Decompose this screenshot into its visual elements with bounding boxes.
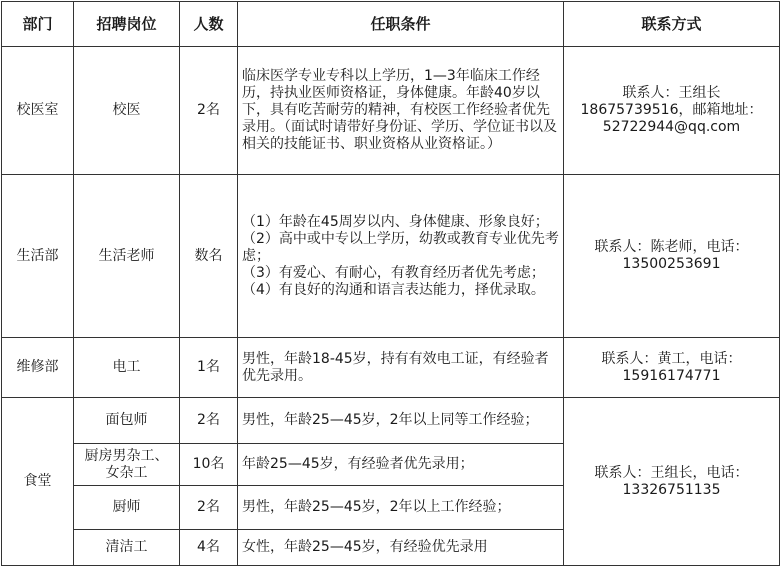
count-cell: 数名 [180, 175, 238, 338]
position-cell: 面包师 [74, 398, 180, 444]
requirement-item: （4）有良好的沟通和语言表达能力，择优录取。 [242, 281, 545, 298]
header-contact: 联系方式 [564, 2, 780, 47]
table-row-canteen-baker [2, 398, 780, 444]
header-count: 人数 [180, 2, 238, 47]
department-cell: 维修部 [2, 338, 74, 398]
requirements-cell: 年龄25—45岁，有经验者优先录用； [238, 444, 564, 486]
position-cell: 电工 [74, 338, 180, 398]
department-cell: 生活部 [2, 175, 74, 338]
recruitment-table [1, 1, 780, 566]
table-header-row [2, 2, 780, 47]
requirements-cell: 男性，年龄25—45岁，2年以上同等工作经验； [238, 398, 564, 444]
table-row-maintenance [2, 338, 780, 398]
requirement-item: （3）有爱心、有耐心，有教育经历者优先考虑； [242, 264, 545, 281]
count-cell: 4名 [180, 530, 238, 566]
count-cell: 2名 [180, 398, 238, 444]
requirement-item: （1）年龄在45周岁以内、身体健康、形象良好； [242, 213, 549, 230]
requirements-cell: 女性，年龄25—45岁，有经验优先录用 [238, 530, 564, 566]
contact-cell: 联系人：黄工，电话：15916174771 [564, 338, 780, 398]
header-department: 部门 [2, 2, 74, 47]
header-requirements: 任职条件 [238, 2, 564, 47]
requirements-cell [238, 175, 564, 338]
requirements-cell: 男性，年龄25—45岁，2年以上工作经验； [238, 486, 564, 530]
count-cell: 10名 [180, 444, 238, 486]
table-row-life [2, 175, 780, 338]
count-cell: 2名 [180, 47, 238, 175]
department-cell: 校医室 [2, 47, 74, 175]
position-cell: 校医 [74, 47, 180, 175]
header-position: 招聘岗位 [74, 2, 180, 47]
table-row-clinic [2, 47, 780, 175]
position-cell: 清洁工 [74, 530, 180, 566]
requirement-item: （2）高中或中专以上学历，幼教或教育专业优先考虑； [242, 230, 559, 264]
contact-cell: 联系人：王组长，电话：13326751135 [564, 398, 780, 566]
position-cell: 生活老师 [74, 175, 180, 338]
requirements-cell: 临床医学专业专科以上学历，1—3年临床工作经历，持执业医师资格证，身体健康。年龄40岁以下，具有吃苦耐劳的精神，有校医工作经验者优先录用。（面试时请带好身份证、学历、学位证书以及相关的技能证书、职业资格从业资格证。） [238, 47, 564, 175]
position-cell: 厨师 [74, 486, 180, 530]
requirements-cell: 男性，年龄18-45岁，持有有效电工证，有经验者优先录用。 [238, 338, 564, 398]
department-cell: 食堂 [2, 398, 74, 566]
count-cell: 1名 [180, 338, 238, 398]
contact-cell: 联系人：陈老师，电话：13500253691 [564, 175, 780, 338]
contact-cell: 联系人：王组长18675739516，邮箱地址：52722944@qq.com [564, 47, 780, 175]
position-cell: 厨房男杂工、女杂工 [74, 444, 180, 486]
count-cell: 2名 [180, 486, 238, 530]
